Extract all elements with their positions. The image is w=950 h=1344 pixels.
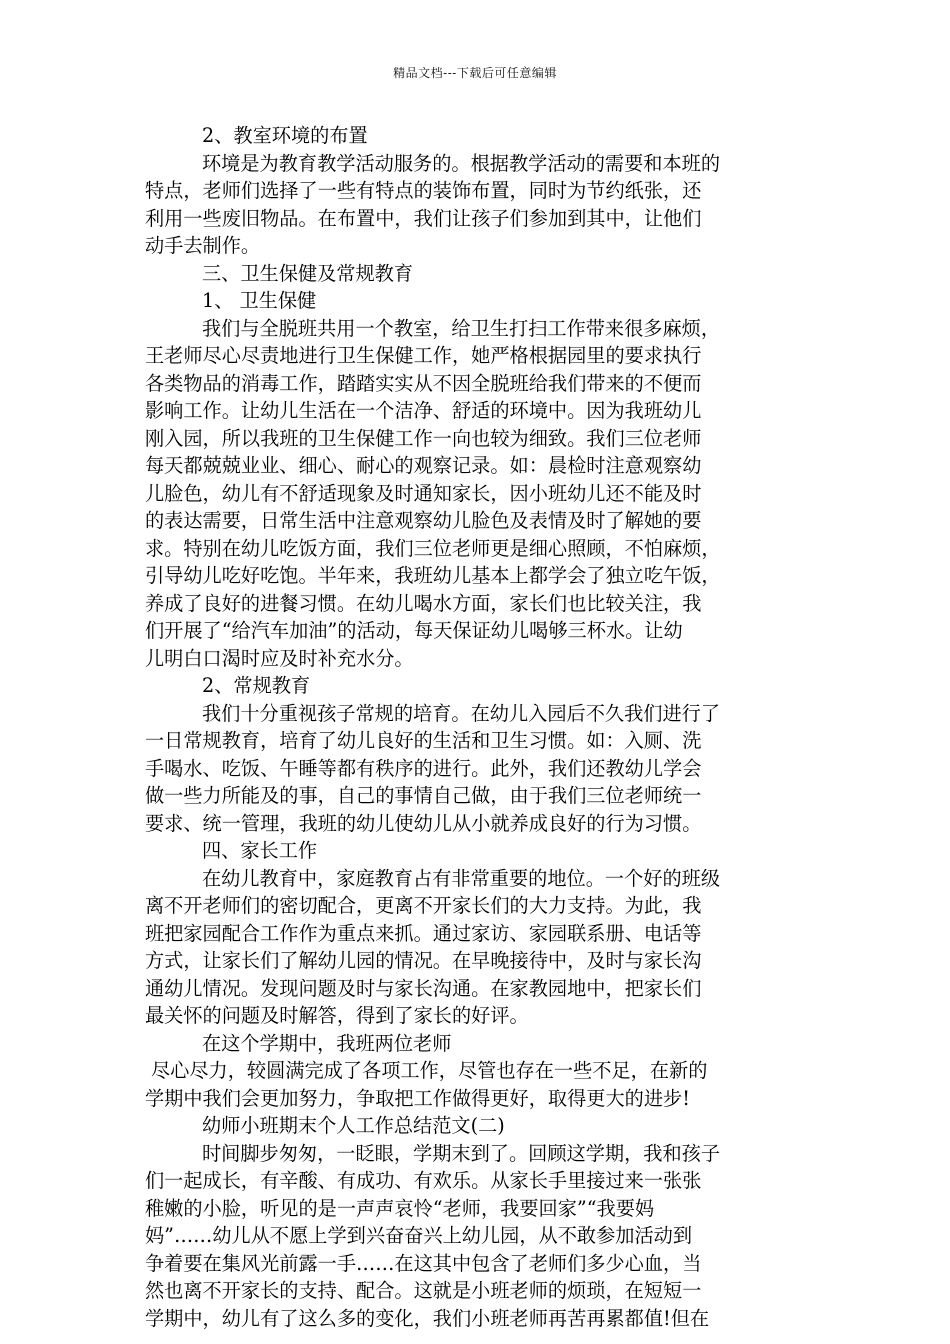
text-line: 要求、统一管理，我班的幼儿使幼儿从小就养成良好的行为习惯。 — [145, 811, 702, 835]
text-line: 们开展了“给汽车加油”的活动，每天保证幼儿喝够三杯水。让幼 — [145, 619, 683, 642]
text-line: 王老师尽心尽责地进行卫生保健工作，她严格根据园里的要求执行 — [145, 344, 702, 367]
text-line: 学期中我们会更加努力，争取把工作做得更好，取得更大的进步! — [145, 1086, 690, 1110]
text-line: 们一起成长，有辛酸、有成功、有欢乐。从家长手里接过来一张张 — [145, 1169, 702, 1192]
text-line: 刚入园，所以我班的卫生保健工作一向也较为细致。我们三位老师 — [145, 426, 702, 450]
text-line: 儿脸色，幼儿有不舒适现象及时通知家长，因小班幼儿还不能及时 — [145, 481, 702, 505]
text-line: 特点，老师们选择了一些有特点的装饰布置，同时为节约纸张，还 — [145, 179, 702, 202]
text-line: 在幼儿教育中，家庭教育占有非常重要的地位。一个好的班级 — [202, 866, 721, 890]
text-line: 争着要在集风光前露一手……在这其中包含了老师们多少心血，当 — [145, 1251, 702, 1275]
document-body — [145, 122, 809, 1332]
text-line: 动手去制作。 — [145, 234, 261, 257]
text-line: 尽心尽力，较圆满完成了各项工作，尽管也存在一些不足，在新的 — [151, 1059, 708, 1082]
text-line: 幼师小班期末个人工作总结范文(二) — [202, 1114, 505, 1137]
text-line: 影响工作。让幼儿生活在一个洁净、舒适的环境中。因为我班幼儿 — [145, 399, 702, 422]
text-line: 时间脚步匆匆，一眨眼，学期末到了。回顾这学期，我和孩子 — [202, 1141, 721, 1165]
text-line: 引导幼儿吃好吃饱。半年来，我班幼儿基本上都学会了独立吃午饭， — [145, 564, 721, 587]
text-line: 方式，让家长们了解幼儿园的情况。在早晚接待中，及时与家长沟 — [145, 949, 702, 972]
text-line: 学期中，幼儿有了这么多的变化，我们小班老师再苦再累都值!但在 — [145, 1306, 710, 1330]
text-line: 在这个学期中，我班两位老师 — [202, 1031, 452, 1055]
text-line: 四、家长工作 — [202, 839, 318, 862]
text-line: 一日常规教育，培育了幼儿良好的生活和卫生习惯。如：入厕、洗 — [145, 729, 702, 752]
text-line: 我们与全脱班共用一个教室，给卫生打扫工作带来很多麻烦， — [202, 316, 721, 340]
text-line: 稚嫩的小脸，听见的是一声声哀怜“老师，我要回家”“我要妈 — [145, 1196, 655, 1220]
text-line: 求。特别在幼儿吃饭方面，我们三位老师更是细心照顾，不怕麻烦， — [145, 536, 721, 560]
text-line: 儿明白口渴时应及时补充水分。 — [145, 646, 414, 670]
text-line: 利用一些废旧物品。在布置中，我们让孩子们参加到其中，让他们 — [145, 206, 702, 230]
text-line: 2、教室环境的布置 — [202, 124, 368, 147]
text-line: 1、 卫生保健 — [202, 289, 317, 312]
text-line: 然也离不开家长的支持、配合。这就是小班老师的烦琐，在短短一 — [145, 1279, 702, 1302]
text-line: 我们十分重视孩子常规的培育。在幼儿入园后不久我们进行了 — [202, 701, 721, 725]
text-line: 养成了良好的进餐习惯。在幼儿喝水方面，家长们也比较关注，我 — [145, 591, 702, 615]
text-line: 妈”……幼儿从不愿上学到兴奋奋兴上幼儿园，从不敢参加活动到 — [145, 1224, 693, 1247]
text-line: 2、常规教育 — [202, 674, 311, 697]
text-line: 环境是为教育教学活动服务的。根据教学活动的需要和本班的 — [202, 151, 721, 175]
text-line: 离不开老师们的密切配合，更离不开家长们的大力支持。为此，我 — [145, 894, 702, 917]
text-line: 的表达需要，日常生活中注意观察幼儿脸色及表情及时了解她的要 — [145, 509, 702, 532]
text-line: 每天都兢兢业业、细心、耐心的观察记录。如：晨检时注意观察幼 — [145, 454, 702, 477]
text-line: 做一些力所能及的事，自己的事情自己做，由于我们三位老师统一 — [145, 784, 702, 807]
text-line: 最关怀的问题及时解答，得到了家长的好评。 — [145, 1004, 529, 1027]
page-header: 精品文档---下载后可任意编辑 — [393, 66, 557, 80]
text-line: 通幼儿情况。发现问题及时与家长沟通。在家教园地中，把家长们 — [145, 976, 702, 1000]
text-line: 三、卫生保健及常规教育 — [202, 261, 414, 285]
text-line: 手喝水、吃饭、午睡等都有秩序的进行。此外，我们还教幼儿学会 — [145, 756, 702, 780]
text-line: 班把家园配合工作作为重点来抓。通过家访、家园联系册、电话等 — [145, 921, 702, 945]
text-line: 各类物品的消毒工作，踏踏实实从不因全脱班给我们带来的不便而 — [145, 371, 702, 395]
